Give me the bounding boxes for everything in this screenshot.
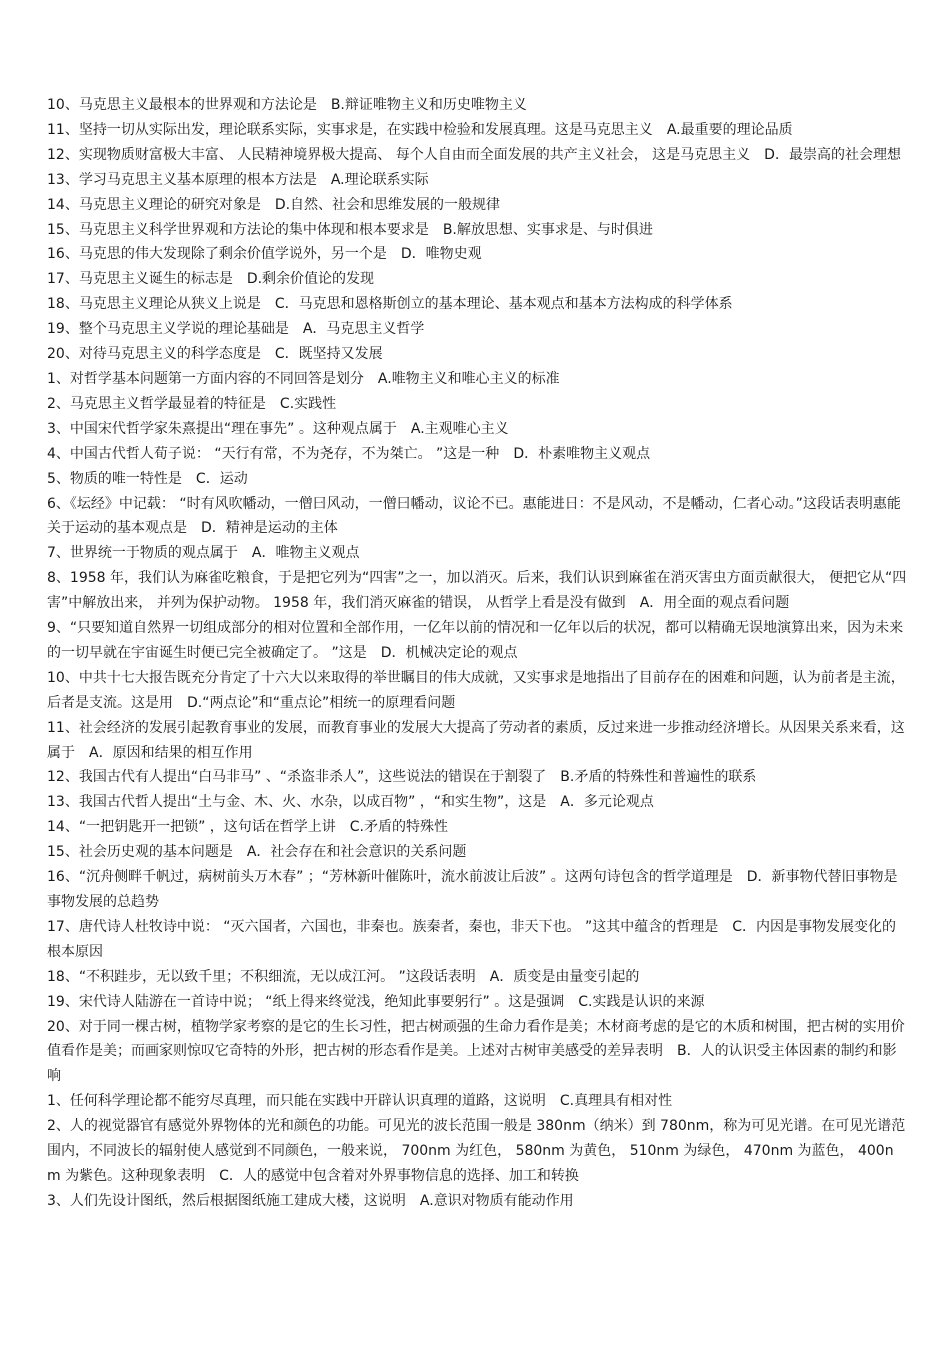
question-item (47, 616, 907, 666)
question-text: 3、中国宋代哲学家朱熹提出“理在事先” 。这种观点属于 (47, 420, 397, 437)
question-item (47, 267, 907, 292)
question-text: 3、人们先设计图纸，然后根据图纸施工建成大楼，这说明 (47, 1192, 406, 1209)
answer-text: A．用全面的观点看问题 (639, 595, 790, 612)
answer-text: D．机械决定论的观点 (380, 644, 518, 661)
question-item (47, 865, 907, 915)
question-text: 12、实现物质财富极大丰富、 人民精神境界极大提高、 每个人自由而全面发展的共产主义社会， 这是马克思主义 (47, 146, 751, 163)
question-item (47, 915, 907, 965)
question-item (47, 815, 907, 840)
question-item (47, 790, 907, 815)
answer-text: A.主观唯心主义 (410, 420, 509, 437)
question-text: 6、《坛经》中记载： “时有风吹幡动，一僧曰风动，一僧曰幡动，议论不已。惠能进日：不是风动，不是幡动，仁者心动。”这段话表明惠能关于运动的基本观点是 (47, 495, 901, 537)
answer-text: D．精神是运动的主体 (201, 520, 338, 537)
question-text: 10、中共十七大报告既充分肯定了十六大以来取得的举世瞩目的伟大成就，又实事求是地指出了目前存在的困难和问题，认为前者是主流，后者是支流。这是用 (47, 669, 905, 711)
answer-text: D.剩余价值论的发现 (246, 271, 375, 288)
question-text: 2、人的视觉器官有感觉外界物体的光和颜色的功能。可见光的波长范围一般是 380nm（纳米）到 780nm，称为可见光谱。在可见光谱范围内，不同波长的辐射使人感觉到不同颜色，一般来说， 700nm 为红色， 580nm 为黄色， 510nm 为绿色， 470nm 为蓝色， 400nm 为紫色。这种现象表明 (47, 1118, 906, 1184)
question-item (47, 716, 907, 766)
answer-text: C.真理具有相对性 (559, 1093, 673, 1110)
question-item (47, 840, 907, 865)
answer-text: D.“两点论”和“重点论”相统一的原理看问题 (187, 694, 456, 711)
answer-text: A．原因和结果的相互作用 (89, 744, 253, 761)
answer-text: A．社会存在和社会意识的关系问题 (246, 844, 467, 861)
question-item (47, 566, 907, 616)
answer-text: C．马克思和恩格斯创立的基本理论、基本观点和基本方法构成的科学体系 (274, 296, 733, 313)
question-text: 14、“一把钥匙开一把锁” ，这句话在哲学上讲 (47, 819, 336, 836)
question-text: 14、马克思主义理论的研究对象是 (47, 196, 261, 213)
question-text: 12、我国古代有人提出“白马非马” 、“杀盗非杀人”，这些说法的错误在于割裂了 (47, 769, 547, 786)
question-item (47, 1114, 907, 1189)
question-item (47, 143, 907, 168)
answer-text: D.自然、社会和思维发展的一般规律 (274, 196, 501, 213)
answer-text: C.实践性 (279, 395, 337, 412)
answer-text: C．既坚持又发展 (274, 346, 383, 363)
question-text: 18、“不积跬步，无以致千里；不积细流，无以成江河。 ”这段话表明 (47, 968, 476, 985)
question-text: 2、马克思主义哲学最显着的特征是 (47, 395, 266, 412)
question-text: 11、坚持一切从实际出发，理论联系实际，实事求是，在实践中检验和发展真理。这是马克思主义 (47, 121, 653, 138)
question-text: 16、马克思的伟大发现除了剩余价值学说外，另一个是 (47, 246, 387, 263)
answer-text: C.矛盾的特殊性 (349, 819, 449, 836)
question-item (47, 1015, 907, 1090)
question-text: 17、唐代诗人杜牧诗中说： “灭六国者，六国也，非秦也。族秦者，秦也，非天下也。 ”这其中蕴含的哲理是 (47, 918, 719, 935)
question-item (47, 467, 907, 492)
question-item (47, 541, 907, 566)
answer-text: B．人的认识受主体因素的制约和影响 (47, 1043, 897, 1085)
question-item (47, 990, 907, 1015)
answer-text: C．内因是事物发展变化的根本原因 (47, 918, 896, 960)
question-item (47, 965, 907, 990)
question-text: 1、对哲学基本问题第一方面内容的不同回答是划分 (47, 370, 364, 387)
question-item (47, 367, 907, 392)
answer-text: A．唯物主义观点 (251, 545, 360, 562)
question-item (47, 666, 907, 716)
question-item (47, 392, 907, 417)
document-body (47, 93, 907, 1214)
answer-text: B.矛盾的特殊性和普遍性的联系 (560, 769, 757, 786)
question-item (47, 242, 907, 267)
question-item (47, 292, 907, 317)
question-text: 13、我国古代哲人提出“土与金、木、火、水杂，以成百物” ，“和实生物”，这是 (47, 794, 547, 811)
answer-text: D．朴素唯物主义观点 (513, 445, 651, 462)
question-text: 15、社会历史观的基本问题是 (47, 844, 233, 861)
question-text: 8、1958 年，我们认为麻雀吃粮食，于是把它列为“四害”之一，加以消灭。后来，我们认识到麻雀在消灭害虫方面贡献很大， 便把它从“四害”中解放出来， 并列为保护动物。 1958 年，我们消灭麻雀的错误， 从哲学上看是没有做到 (47, 570, 907, 612)
answer-text: D．最崇高的社会理想 (764, 146, 901, 163)
answer-text: A．马克思主义哲学 (302, 321, 425, 338)
question-text: 9、“只要知道自然界一切组成部分的相对位置和全部作用，一亿年以前的情况和一亿年以后的状况，都可以精确无误地演算出来，因为未来的一切早就在宇宙诞生时便已完全被确定了。 ”这是 (47, 620, 904, 661)
answer-text: C．运动 (195, 470, 248, 487)
question-item (47, 342, 907, 367)
answer-text: A．质变是由量变引起的 (489, 968, 640, 985)
question-item (47, 765, 907, 790)
question-text: 13、学习马克思主义基本原理的根本方法是 (47, 171, 317, 188)
question-item (47, 1189, 907, 1214)
answer-text: A.最重要的理论品质 (666, 121, 793, 138)
question-item (47, 93, 907, 118)
question-item (47, 1089, 907, 1114)
question-item (47, 168, 907, 193)
answer-text: A．多元论观点 (560, 794, 654, 811)
question-text: 4、中国古代哲人荀子说： “天行有常，不为尧存，不为桀亡。 ”这是一种 (47, 445, 500, 462)
answer-text: A.唯物主义和唯心主义的标准 (377, 370, 560, 387)
answer-text: D．唯物史观 (400, 246, 482, 263)
question-text: 15、马克思主义科学世界观和方法论的集中体现和根本要求是 (47, 221, 429, 238)
answer-text: B.辩证唯物主义和历史唯物主义 (330, 97, 527, 113)
answer-text: C.实践是认识的来源 (578, 993, 705, 1010)
question-text: 16、“沉舟侧畔千帆过，病树前头万木春” ；“芳林新叶催陈叶，流水前波让后波” 。这两句诗包含的哲学道理是 (47, 869, 733, 886)
question-text: 18、马克思主义理论从狭义上说是 (47, 296, 261, 313)
question-text: 19、宋代诗人陆游在一首诗中说； “纸上得来终觉浅，绝知此事要躬行” 。这是强调 (47, 993, 565, 1010)
question-text: 20、对于同一棵古树，植物学家考察的是它的生长习性，把古树顽强的生命力看作是美；木材商考虑的是它的木质和树围，把古树的实用价值看作是美；而画家则惊叹它奇特的外形，把古树的形态看作是美。上述对古树审美感受的差异表明 (47, 1018, 905, 1060)
question-text: 17、马克思主义诞生的标志是 (47, 271, 233, 288)
question-text: 7、世界统一于物质的观点属于 (47, 545, 238, 562)
question-text: 11、社会经济的发展引起教育事业的发展，而教育事业的发展大大提高了劳动者的素质，反过来进一步推动经济增长。从因果关系来看，这属于 (47, 719, 905, 761)
question-text: 19、整个马克思主义学说的理论基础是 (47, 321, 289, 338)
question-text: 10、马克思主义最根本的世界观和方法论是 (47, 97, 317, 113)
question-item (47, 218, 907, 243)
question-item (47, 118, 907, 143)
question-item (47, 417, 907, 442)
question-item (47, 193, 907, 218)
question-item (47, 317, 907, 342)
question-text: 5、物质的唯一特性是 (47, 470, 182, 487)
question-item (47, 442, 907, 467)
answer-text: B.解放思想、实事求是、与时俱进 (442, 221, 653, 238)
question-text: 1、任何科学理论都不能穷尽真理，而只能在实践中开辟认识真理的道路，这说明 (47, 1093, 546, 1110)
question-text: 20、对待马克思主义的科学态度是 (47, 346, 261, 363)
answer-text: A.理论联系实际 (330, 171, 429, 188)
answer-text: A.意识对物质有能动作用 (419, 1192, 574, 1209)
answer-text: C．人的感觉中包含着对外界事物信息的选择、加工和转换 (219, 1167, 579, 1184)
question-item (47, 492, 907, 542)
answer-text: D．新事物代替旧事物是事物发展的总趋势 (47, 869, 898, 910)
